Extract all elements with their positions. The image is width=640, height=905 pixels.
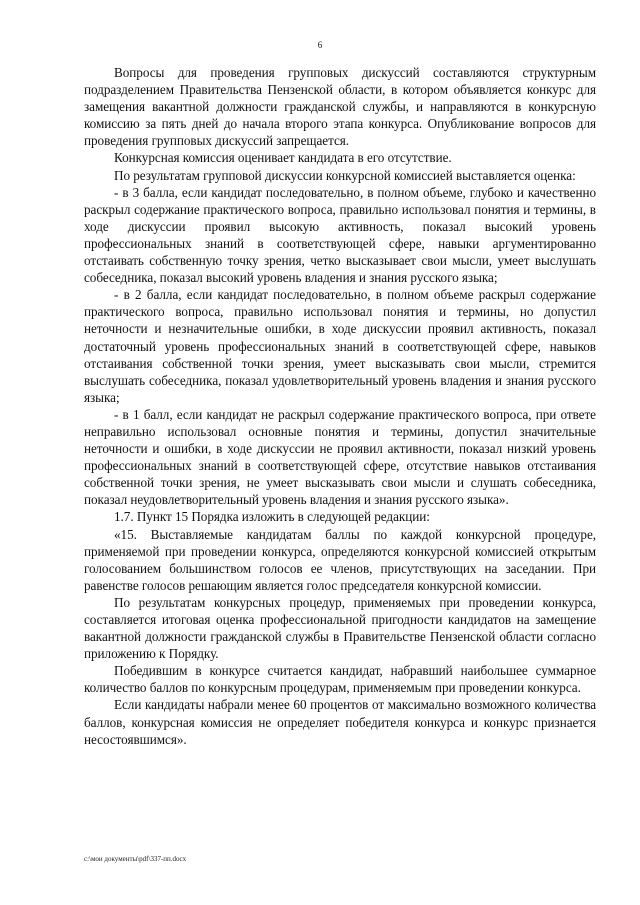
paragraph-score-3: - в 3 балла, если кандидат последовательно, в полном объеме, глубоко и качественно раскрыл содержание практического вопроса, правильно использовал понятия и термины, в ходе дискуссии проявил высокую активность, показал высокий уровень профессиональных знаний в соответствующей сфере, навыки аргументированно отстаивать собственную точку зрения, четко высказывает свои мысли, умеет выслушать собеседника, показал высокий уровень владения и знания русского языка; (84, 184, 596, 286)
paragraph-winner: Победившим в конкурсе считается кандидат, набравший наибольшее суммарное количество баллов по конкурсным процедурам, применяемым при проведении конкурса. (84, 663, 596, 696)
footer-file-path: c:\мои документы\pdf\337-пп.docx (84, 855, 187, 863)
paragraph-score-2: - в 2 балла, если кандидат последовательно, в полном объеме раскрыл содержание практического вопроса, правильно использовал понятия и термины, но допустил неточности и незначительные ошибки, в ходе дискуссии проявил активность, показал достаточный уровень профессиональных знаний в соответствующей сфере, навыков отстаивания собственной точки зрения, умеет высказывать свои мысли, стремится выслушать собеседника, показал удовлетворительный уровень владения и знания русского языка; (84, 287, 596, 405)
page-number: 6 (317, 40, 323, 50)
document-body (84, 64, 596, 748)
paragraph-commission-evaluates: Конкурсная комиссия оценивает кандидата в его отсутствие. (114, 150, 452, 166)
paragraph-failed-contest: Если кандидаты набрали менее 60 процентов от максимально возможного количества баллов, конкурсная комиссия не определяет победителя конкурса и конкурс признается несостоявшимся». (84, 697, 596, 747)
paragraph-clause-1-7: 1.7. Пункт 15 Порядка изложить в следующей редакции: (114, 509, 430, 525)
paragraph-discussion-results: По результатам групповой дискуссии конкурсной комиссией выставляется оценка: (114, 167, 576, 183)
paragraph-clause-15: «15. Выставляемые кандидатам баллы по каждой конкурсной процедуре, применяемой при проведении конкурса, определяются конкурсной комиссией открытым голосованием большинством голосов ее членов, присутствующих на заседании. При равенстве голосов решающим является голос председателя конкурсной комиссии. (84, 526, 596, 593)
paragraph-questions-preparation: Вопросы для проведения групповых дискуссий составляются структурным подразделением Правительства Пензенской области, в котором объявляется конкурс для замещения вакантной должности гражданской службы, и направляются в конкурсную комиссию за пять дней до начала второго этапа конкурса. Опубликование вопросов для проведения групповых дискуссий запрещается. (84, 65, 596, 149)
paragraph-final-assessment: По результатам конкурсных процедур, применяемых при проведении конкурса, составляется итоговая оценка профессиональной пригодности кандидатов на замещение вакантной должности гражданской службы в Правительстве Пензенской области согласно приложению к Порядку. (84, 594, 596, 662)
paragraph-score-1: - в 1 балл, если кандидат не раскрыл содержание практического вопроса, при ответе неправильно использовал основные понятия и термины, допустил значительные неточности и ошибки, в ходе дискуссии не проявил активности, показал низкий уровень профессиональных знаний в соответствующей сфере, отсутствие навыков отстаивания собственной точки зрения, не умеет высказывать свои мысли и слушать собеседника, показал неудовлетворительный уровень владения и знания русского языка». (84, 406, 596, 508)
